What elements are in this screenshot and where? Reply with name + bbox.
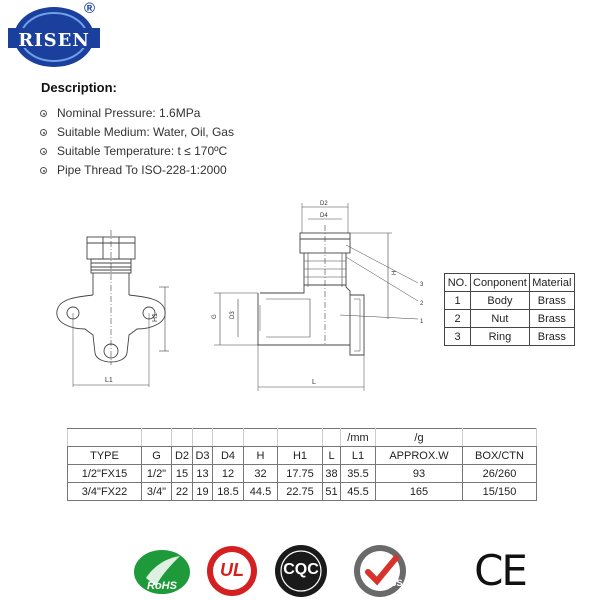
parts-table — [444, 273, 575, 346]
table-row — [68, 483, 537, 501]
sgs-label: SGS — [383, 578, 403, 588]
spec-header-cell: APPROX.W — [376, 447, 463, 465]
spec-header-cell: D4 — [213, 447, 244, 465]
parts-cell: 3 — [445, 328, 471, 346]
cqc-label: CQC — [283, 561, 319, 578]
spec-header-cell: L — [323, 447, 341, 465]
spec-cell — [172, 429, 193, 447]
spec-cell: 26/260 — [463, 465, 537, 483]
dim-l1-label: L1 — [105, 377, 113, 384]
spec-cell: 165 — [376, 483, 463, 501]
spec-item — [40, 142, 234, 161]
spec-cell: 18.5 — [213, 483, 244, 501]
parts-cell: Nut — [471, 310, 530, 328]
spec-cell: 22.75 — [278, 483, 323, 501]
certification-row — [0, 540, 600, 600]
spec-cell: 1/2" — [142, 465, 172, 483]
parts-cell: Brass — [529, 292, 574, 310]
bullet-icon — [40, 148, 47, 155]
spec-header-cell: D2 — [172, 447, 193, 465]
dim-g-label: G — [212, 314, 218, 319]
parts-header-material: Material — [529, 274, 574, 292]
spec-cell: 35.5 — [341, 465, 376, 483]
spec-unit-g: /g — [376, 429, 463, 447]
spec-cell: 93 — [376, 465, 463, 483]
spec-cell: 17.75 — [278, 465, 323, 483]
spec-cell: 3/4"FX22 — [68, 483, 142, 501]
dim-l-label: L — [312, 379, 316, 386]
spec-item — [40, 104, 234, 123]
bullet-icon — [40, 167, 47, 174]
parts-cell: Brass — [529, 310, 574, 328]
callout-1-label: 1 — [420, 319, 424, 325]
spec-cell: 15/150 — [463, 483, 537, 501]
spec-text: Suitable Medium: Water, Oil, Gas — [57, 125, 234, 139]
dim-d3-label: D3 — [230, 311, 236, 319]
ul-label: UL — [220, 560, 244, 580]
dim-h-label: H — [392, 270, 398, 275]
spec-header-cell: H1 — [278, 447, 323, 465]
parts-header-no: NO. — [445, 274, 471, 292]
callout-2-label: 2 — [420, 301, 424, 307]
spec-cell — [68, 429, 142, 447]
spec-header-row — [68, 447, 537, 465]
table-row — [445, 310, 575, 328]
spec-cell: 19 — [193, 483, 213, 501]
spec-cell: 38 — [323, 465, 341, 483]
spec-cell: 51 — [323, 483, 341, 501]
spec-cell: 45.5 — [341, 483, 376, 501]
spec-header-cell: TYPE — [68, 447, 142, 465]
spec-cell — [142, 429, 172, 447]
callout-3-label: 3 — [420, 282, 424, 288]
spec-cell — [244, 429, 278, 447]
bullet-icon — [40, 129, 47, 136]
spec-cell: 3/4" — [142, 483, 172, 501]
spec-cell — [463, 429, 537, 447]
registered-mark: ® — [84, 0, 96, 17]
dim-d4-label: D4 — [320, 213, 328, 219]
front-view-drawing — [45, 225, 175, 400]
table-row — [445, 328, 575, 346]
spec-cell: 13 — [193, 465, 213, 483]
spec-header-cell: BOX/CTN — [463, 447, 537, 465]
bullet-icon — [40, 110, 47, 117]
description-title: Description: — [41, 80, 117, 95]
parts-cell: 1 — [445, 292, 471, 310]
sgs-logo — [344, 544, 416, 598]
parts-header-row — [445, 274, 575, 292]
ce-mark: CE — [474, 546, 526, 595]
spec-list — [40, 104, 234, 180]
spec-header-cell: G — [142, 447, 172, 465]
spec-text: Suitable Temperature: t ≤ 170ºC — [57, 144, 228, 158]
spec-cell — [278, 429, 323, 447]
brand-name: RISEN — [18, 30, 90, 51]
spec-cell: 15 — [172, 465, 193, 483]
parts-cell: Body — [471, 292, 530, 310]
dim-h1-label: H1 — [152, 313, 159, 322]
spec-cell: 22 — [172, 483, 193, 501]
parts-cell: 2 — [445, 310, 471, 328]
spec-cell — [193, 429, 213, 447]
spec-unit-mm: /mm — [341, 429, 376, 447]
dim-d2-label: D2 — [320, 201, 328, 207]
rohs-label: RoHS — [147, 580, 177, 592]
spec-cell: 12 — [213, 465, 244, 483]
spec-cell: 44.5 — [244, 483, 278, 501]
spec-header-cell: D3 — [193, 447, 213, 465]
parts-cell: Ring — [471, 328, 530, 346]
spec-unit-row — [68, 429, 537, 447]
parts-cell: Brass — [529, 328, 574, 346]
spec-cell: 32 — [244, 465, 278, 483]
spec-text: Pipe Thread To ISO-228-1:2000 — [57, 163, 227, 177]
table-row — [445, 292, 575, 310]
side-section-drawing — [200, 195, 440, 400]
spec-header-cell: L1 — [341, 447, 376, 465]
spec-item — [40, 123, 234, 142]
spec-text: Nominal Pressure: 1.6MPa — [57, 106, 201, 120]
table-row — [68, 465, 537, 483]
spec-cell — [213, 429, 244, 447]
parts-header-component: Conponent — [471, 274, 530, 292]
spec-table — [67, 428, 537, 501]
spec-item — [40, 161, 234, 180]
spec-cell — [323, 429, 341, 447]
spec-cell: 1/2"FX15 — [68, 465, 142, 483]
spec-header-cell: H — [244, 447, 278, 465]
